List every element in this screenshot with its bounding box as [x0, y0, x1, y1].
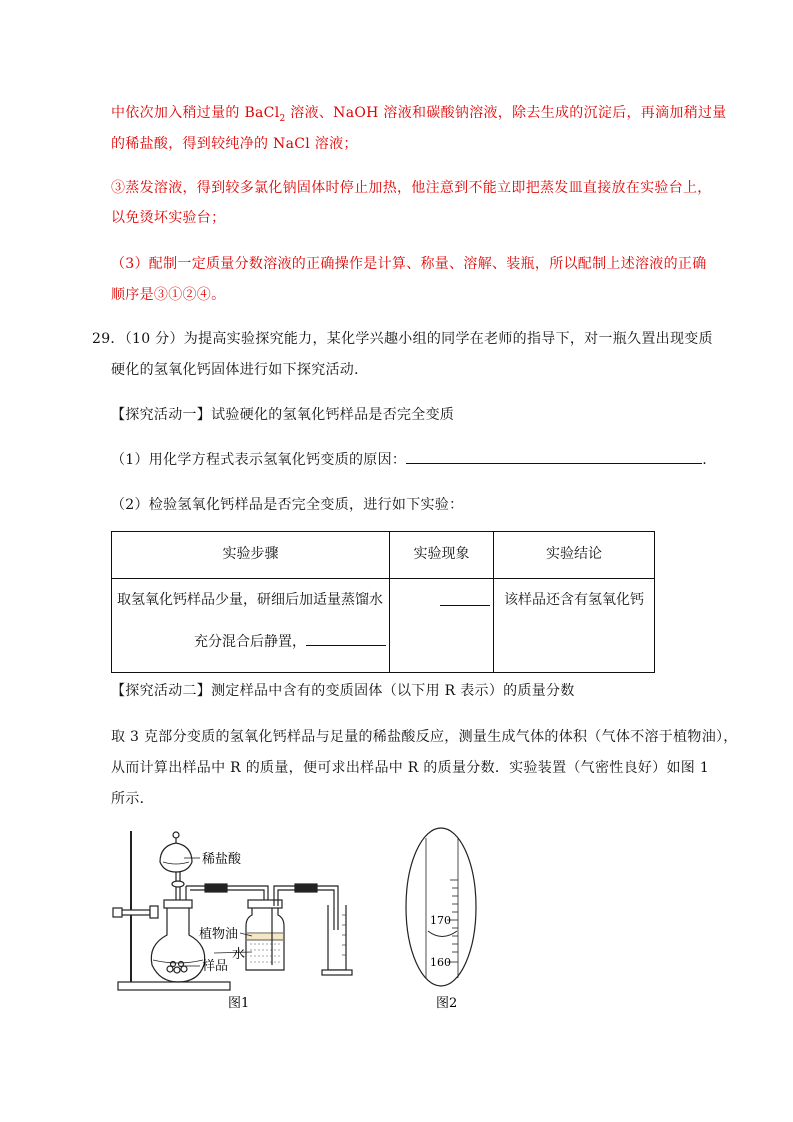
answer-line-5: （3）配制一定质量分数溶液的正确操作是计算、称量、溶解、装瓶，所以配制上述溶液的正确 — [111, 256, 707, 272]
step-line-2-text: 充分混合后静置， — [194, 634, 306, 650]
header-phenomenon: 实验现象 — [390, 532, 494, 579]
activity-2-heading: 【探究活动二】测定样品中含有的变质固体（以下用 R 表示）的质量分数 — [111, 683, 575, 699]
answer-line-1a: 中依次加入稍过量的 BaCl — [111, 105, 280, 121]
subscript-2: 2 — [279, 113, 286, 124]
header-conclusion: 实验结论 — [494, 532, 655, 579]
answer-line-1b: 溶液、NaOH 溶液和碳酸钠溶液，除去生成的沉淀后，再滴加稍过量 — [285, 105, 727, 121]
tick-160: 160 — [430, 956, 451, 969]
answer-line-6: 顺序是③①②④。 — [111, 287, 226, 303]
rubber-tube-2 — [295, 884, 317, 892]
question-1-text: （1）用化学方程式表示氢氧化钙变质的原因： — [111, 452, 407, 468]
stand-base — [118, 982, 230, 990]
q29-intro-2: 硬化的氢氧化钙固体进行如下探究活动． — [111, 362, 369, 378]
question-1-end: . — [702, 452, 707, 468]
paragraph-line-1: 取 3 克部分变质的氢氧化钙样品与足量的稀盐酸反应，测量生成气体的体积（气体不溶于植物油）， — [111, 729, 738, 745]
answer-line-3: ③蒸发溶液，得到较多氯化钠固体时停止加热，他注意到不能立即把蒸发皿直接放在实验台上， — [111, 180, 712, 196]
rubber-tube-1 — [205, 884, 227, 892]
label-water: 水 — [232, 947, 246, 962]
paragraph-line-3: 所示． — [111, 791, 154, 807]
round-bottom-flask — [151, 905, 204, 982]
flask-stopper — [164, 900, 192, 908]
label-sample: 样品 — [202, 959, 229, 974]
label-acid: 稀盐酸 — [202, 852, 242, 867]
step-line-1: 取氢氧化钙样品少量，研细后加适量蒸馏水 — [117, 592, 383, 608]
answer-line-4: 以免烫坏实验台； — [111, 210, 226, 226]
paragraph-line-2: 从而计算出样品中 R 的质量，便可求出样品中 R 的质量分数．实验装置（气密性良好）如图 1 — [111, 760, 710, 776]
activity-1-heading: 【探究活动一】试验硬化的氢氧化钙样品是否完全变质 — [111, 407, 455, 423]
header-step: 实验步骤 — [112, 532, 390, 579]
separatory-funnel — [160, 843, 192, 872]
question-2: （2）检验氢氧化钙样品是否完全变质，进行如下实验： — [111, 497, 464, 513]
oil-layer — [247, 934, 283, 940]
answer-line-2: 的稀盐酸，得到较纯净的 NaCl 溶液； — [111, 136, 358, 152]
label-oil: 植物油 — [199, 927, 239, 942]
conclusion-text: 该样品还含有氢氧化钙 — [504, 592, 644, 608]
q29-intro-1: 29．（10 分）为提高实验探究能力，某化学兴趣小组的同学在老师的指导下，对一瓶久置出现变质 — [92, 331, 713, 347]
clamp-arm — [120, 910, 150, 915]
tick-170: 170 — [430, 914, 451, 927]
figure-1-caption: 图1 — [228, 996, 250, 1011]
figure-2-caption: 图2 — [436, 996, 458, 1011]
